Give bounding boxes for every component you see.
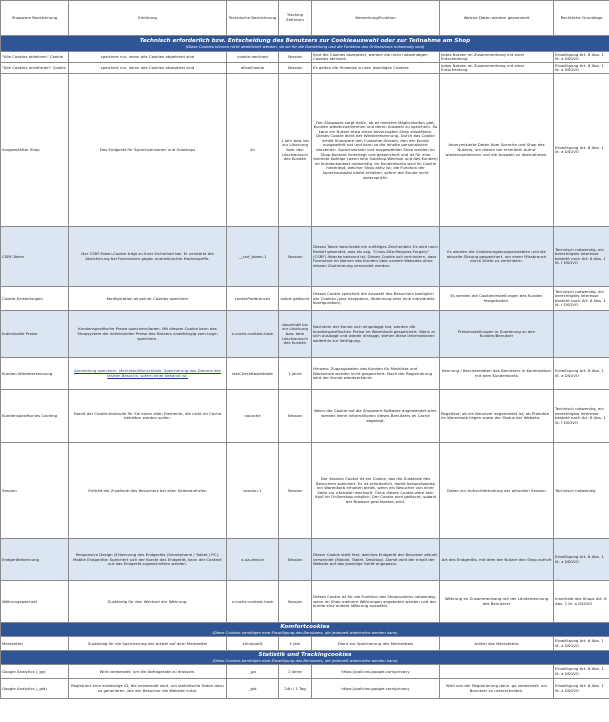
header-tracking: Tracking Zeitraum: [279, 1, 312, 36]
cell-remark: Wenn der Cookie auf die Shopware-Software angewendet wird, werden keine Informationen dieses Benutzers im Cache abgelegt.: [312, 390, 440, 443]
cell-law: Einwilligung Art. 6 Abs. 1 lit. a DSGVO: [554, 679, 609, 699]
cell-tech: x-cache-context-hash: [227, 581, 279, 623]
cell-remark[interactable]: https://policies.google.com/privacy: [312, 679, 440, 699]
cell-remark: Dieses Cookie speichert die Auswahl des Besuchers bezüglich der Cookies (also Akzeptanz, Ablehnung oder eine individuelle Konfiguration).: [312, 287, 440, 311]
cell-explanation: Zuständig für den Wechsel der Währung.: [69, 581, 227, 623]
cell-law: Einwilligung Art. 6 Abs. 1 lit. a DSGVO: [554, 665, 609, 679]
cell-remark: Der Session Cookie ist ein Cookie, das die Zustände des Besuchers speichert. Es ist erforderlich, damit beispielsweise ein Warenkorb erhalten bleibt, wenn ein Besucher von einer Seite zur nächsten wechselt. Ohne diesen Cookie wäre kein Kauf im Onlineshop möglich. Der Cookie wird gelöscht, sobald der Browser geschlossen wird.: [312, 443, 440, 539]
cell-tracking: 2 Jahre: [279, 665, 312, 679]
cell-remark: Hinweis: Zugangsdaten des Kunden für Merkliste und Warenkorb werden nicht gespeichert. Nach der Registrierung wird der Kunde wiedererkannt.: [312, 358, 440, 390]
cell-tracking: Session: [279, 390, 312, 443]
table-row: [1, 443, 609, 539]
cell-explanation: Das Endgerät für Sprachversionen und Subshops: [69, 74, 227, 227]
cell-name: Session: [1, 443, 69, 539]
section-necessary-title: Technisch erforderlich bzw. Entscheidung des Benutzers zur Cookieauswahl oder zur Teilnahme am Shop: [139, 38, 471, 45]
cell-tech: sUniqueID: [227, 637, 279, 651]
cell-data: Es werden die Cookieeinstellungen des Kunden festgehalten.: [440, 287, 554, 311]
cell-tracking: 1 Jahr: [279, 637, 312, 651]
cell-tech: cookie-declined: [227, 52, 279, 63]
cell-data: Art des Endgeräts, mit dem der Nutzer den Shop aufruft: [440, 539, 554, 581]
table-row: [1, 358, 609, 390]
cell-tracking: dauerhaft bis zur Löschung bzw. dem Löschwunsch des Kunden: [279, 311, 312, 358]
cell-tech: __csrf_token-1: [227, 227, 279, 287]
cell-data: Daten zur Aufrechterhaltung der aktuellen Session: [440, 443, 554, 539]
table-row: [1, 390, 609, 443]
cell-tracking: sofort gelöscht: [279, 287, 312, 311]
table-row: [1, 665, 609, 679]
table-row: [1, 539, 609, 581]
cell-remark: Dient zur Speicherung des Merkzettels: [312, 637, 440, 651]
cell-data: Kennung / Benutzerdaten des Benutzers in Kombination mit dem Kundenkonto: [440, 358, 554, 390]
cell-tracking: Session: [279, 443, 312, 539]
cell-remark: Der Shopware sorgt dafür, ob es mehrere Möglichkeiten gibt, Kunden wiederzuerkennen und deren Auswahl zu speichern. So kann ein Nutzer etwa einen bevorzugten Shop auswählen. Dieses Cookie dient der Wiedererkennung. Durch das Cookie erhält Shopware den Customer-Stream, den der Kunde ausgewählt hat und kann so die Inhalte personalisiert darstellen. Sprachversion und ausgewählter Shop werden im Shop-Kontext hinterlegt und gespeichert und ist für eine korrekte Abfolge (wenn kein Subshop-Wechsel und des Kunden) im Kundenkontext notwendig. Im Kundenkonto wird im Cookie hinterlegt, welcher Shop aktiv ist; die Funktion der Sprachauswahl bleibt erhalten, sofern der Kunde nicht widerspricht.: [312, 74, 440, 227]
section-stats-title: Statistik und Trackingcookies: [258, 652, 352, 659]
section-comfort-title: Komfortcookies: [280, 624, 330, 631]
cell-data: Artikel des Merkzettels: [440, 637, 554, 651]
header-name: Shopware Bezeichnung: [1, 1, 69, 36]
cell-data: Währung im Zusammenhang mit der Länderkennung des Benutzers: [440, 581, 554, 623]
cell-name: Währungswechsel: [1, 581, 69, 623]
table-row: [1, 311, 609, 358]
cell-law: [554, 311, 609, 358]
cell-explanation: Wird verwendet, um die Abfragerate zu drosseln.: [69, 665, 227, 679]
cell-explanation: Enthält die Zustände des Besuchers bei allen Seitenaufrufen: [69, 443, 227, 539]
cell-law: Einwilligung Art. 6 Abs. 1 lit. a DSGVO: [554, 74, 609, 227]
cell-explanation: Responsive Design (Erkennung des Endgeräts (Smartphone / Tablet / PC). Mobile Endgeräte: Speichert sich der Kunde das Endgerät, kann der Content auf das Endgerät zugeschnitten werden.: [69, 539, 227, 581]
cell-tracking: Session: [279, 539, 312, 581]
cell-tracking: 24h / 1 Tag: [279, 679, 312, 699]
cell-explanation: speichert nur, wenn alle Cookies akzeptiert sind: [69, 63, 227, 74]
cell-remark: Dieses Token beschreibt ein zufälliges Zeichenbild. Es wird nach Bedarf gesendet, was als sog. "Cross-Site-Request-Forgery" (CSRF) Attacke bekannt ist. Dieses Cookie soll verhindern, dass Formulare im Namen des Kunden über andere Websites ohne dessen Zustimmung versendet werden.: [312, 227, 440, 287]
cell-name: Individuelle Preise: [1, 311, 69, 358]
header-explanation: Erklärung: [69, 1, 227, 36]
cell-explanation: Konfiguration einzelner Cookies speichern: [69, 287, 227, 311]
header-data: Welche Daten werden gesammelt: [440, 1, 554, 36]
cell-name: Cookie-Einstellungen: [1, 287, 69, 311]
cell-name: Ausgewählter Shop: [1, 74, 69, 227]
cell-remark: Dieser Cookie stellt fest, welches Endgerät der Benutzer aktuell verwendet (Mobile, Tablet, Desktop). Damit wird der Inhalt der Website auf das jeweilige Gerät angepasst.: [312, 539, 440, 581]
cell-law: Einwilligung Art. 6 Abs. 1 lit. a DSGVO: [554, 637, 609, 651]
cell-name: CSRF-Token: [1, 227, 69, 287]
table-row: [1, 679, 609, 699]
cell-tech: x-ua-device: [227, 539, 279, 581]
header-technical-name: Technische Bezeichnung: [227, 1, 279, 36]
cell-explanation: Kundenspezifische Preise speichern/laden. Mit diesem Cookie kann das Shopsystem die individuellen Preise des Nutzers unabhängig vom Login speichern.: [69, 311, 227, 358]
cell-name: Google Analytics (_gid): [1, 679, 69, 699]
cell-name: Endgerätekennung: [1, 539, 69, 581]
cell-remark: Nachdem der Kunde sich eingeloggt hat, werden die kundenspezifischen Preise im Warenkorb gespeichert. Wenn er sich ausloggt und wieder einloggt, stehen diese Informationen weiterhin zur Verfügung.: [312, 311, 440, 358]
table-row: [1, 74, 609, 227]
cell-tracking: 2 Jahre: [279, 358, 312, 390]
table-row: [1, 637, 609, 651]
cell-remark: Es gelten die Hinweise zu den jeweiligen Cookies: [312, 63, 440, 74]
cell-tracking: Session: [279, 227, 312, 287]
cell-law: Einwilligung Art. 6 Abs. 1 lit. a DSGVO: [554, 539, 609, 581]
cell-remark: Dieses Cookie ist für die Funktion des Shopsystems notwendig, wenn im Shop mehrere Währungen angeboten werden und der Kunde eine andere Währung auswählt.: [312, 581, 440, 623]
cell-tech: _gid: [227, 679, 279, 699]
cell-explanation-text: Anmeldung speichern. Merkliste/Wunschliste. Speicherung des Datums des letzten Besuchs, sofern einer bekannt ist.: [74, 368, 221, 378]
cell-remark[interactable]: https://policies.google.com/privacy: [312, 665, 440, 679]
section-stats: [1, 651, 609, 665]
cell-explanation: Damit der Cookie-Kontrolle für Sie einen allen Elemente, die nicht im Cache behalten werden sollen.: [69, 390, 227, 443]
cell-data: Jedes Nutzen im Zusammenhang mit einer Entscheidung: [440, 52, 554, 63]
cell-tech: x-cache-context-hash: [227, 311, 279, 358]
cell-data: [440, 665, 554, 679]
cell-remark: Sind die Cookies akzeptiert, werden die nicht notwendigen Cookies aktiviert.: [312, 52, 440, 63]
cell-law: Technisch notwendig, ein berechtigtes Interesse besteht nach Art. 6 Abs. 1 lit. f DSGVO: [554, 287, 609, 311]
cell-law: Einwilligung Art. 6 Abs. 1 lit. a DSGVO: [554, 358, 609, 390]
cell-law: Technisch notwendig: [554, 443, 609, 539]
header-remark: Bemerkung/Funktion: [312, 1, 440, 36]
cell-tracking: Session: [279, 52, 312, 63]
cell-name: "Alle Cookies annehmen" Cookie: [1, 63, 69, 74]
cell-tracking: 1 Jahr bzw. bis zur Löschung bzw. den Löschwunsch des Kunden: [279, 74, 312, 227]
table-header-row: [1, 1, 609, 36]
section-necessary-subtitle: (Diese Cookies können nicht deaktiviert werden, da sie für die Darstellung und die Funktion des Onlineshops notwendig sind): [185, 43, 425, 49]
table-row: [1, 63, 609, 74]
cell-explanation: speichert nur, wenn alle Cookies abgelehnt sind: [69, 52, 227, 63]
cell-tech: _ga: [227, 665, 279, 679]
cell-tech: lastCheckBasketdate: [227, 358, 279, 390]
section-comfort-subtitle: (Diese Cookies benötigen eine Einwilligung des Benutzers, die jederzeit widerrufen werden kann): [212, 629, 398, 635]
cell-name: "Alle Cookies ablehnen" Cookie: [1, 52, 69, 63]
cell-tracking: Session: [279, 63, 312, 74]
cell-tech: allowCookie: [227, 63, 279, 74]
cell-law: Einwilligung Art. 6 Abs. 1 lit. a DSGVO: [554, 52, 609, 63]
cell-explanation: Der CSRF-Token-Cookie trägt zu Ihrer Sicherheit bei. Er verstärkt die Absicherung bei Formularen gegen unerwünschte Hackangriffe.: [69, 227, 227, 287]
cell-name: Kundenspezifisches Caching: [1, 390, 69, 443]
cell-explanation: [69, 358, 227, 390]
cell-law: Einwilligung Art. 6 Abs. 1 lit. a DSGVO: [554, 63, 609, 74]
cell-data: Preiseinstellungen in Zuordnung zu den Kunden/Benutzer: [440, 311, 554, 358]
table-row: [1, 52, 609, 63]
table-row: [1, 581, 609, 623]
section-comfort: [1, 623, 609, 637]
section-stats-subtitle: (Diese Cookies benötigen eine Einwilligung des Benutzers, die jederzeit widerrufen werden kann): [212, 657, 398, 663]
cell-law: Technisch notwendig, ein berechtigtes Interesse besteht nach Art. 6 Abs. 1 lit. f DSGVO: [554, 227, 609, 287]
section-necessary: [1, 36, 609, 52]
cell-data: Wird von der Registrierung dann .ga verwendet, um Benutzer zu unterscheiden.: [440, 679, 554, 699]
table-row: [1, 227, 609, 287]
cell-name: Merkzettel: [1, 637, 69, 651]
cell-name: Kunden-Wiedererkennung: [1, 358, 69, 390]
header-legal-basis: Rechtliche Grundlage: [554, 1, 609, 36]
cell-name: Google Analytics (_ga): [1, 665, 69, 679]
cell-law: Technisch notwendig, ein berechtigtes Interesse besteht nach Art. 6 Abs. 1 lit. f DSGVO: [554, 390, 609, 443]
cell-data: Anonymisierte Daten über Sprache und Shop des Nutzers, um diesen bei erneutem Aufruf wiederzuerkennen und die Auswahl zu übernehmen.: [440, 74, 554, 227]
cell-tech: nocache: [227, 390, 279, 443]
cell-explanation: Zuständig für die Speicherung der Artikel auf dem Merkzettel: [69, 637, 227, 651]
cell-data: Es werden die Cookieumgebungsvariablen und die aktuelle Sitzung gespeichert, um einen Missbrauch durch Dritte zu verhindern.: [440, 227, 554, 287]
cell-tech: sh: [227, 74, 279, 227]
cell-tech: session-1: [227, 443, 279, 539]
table-row: [1, 287, 609, 311]
cell-data: Jedes Nutzen im Zusammenhang mit einer Entscheidung: [440, 63, 554, 74]
cell-data: Regeltext, ob ein Benutzer angemeldet ist, ob Produkte im Warenkorb liegen sowie der Status der Website.: [440, 390, 554, 443]
cell-explanation: Registriert eine eindeutige ID, die verwendet wird, um statistische Daten dazu zu generieren, wie der Besucher die Website nutzt.: [69, 679, 227, 699]
cell-tracking: Session: [279, 581, 312, 623]
cell-law: Innerhalb des Shops Art. 6 Abs. 1 lit. a DSGVO: [554, 581, 609, 623]
cell-tech: cookiePreferences: [227, 287, 279, 311]
